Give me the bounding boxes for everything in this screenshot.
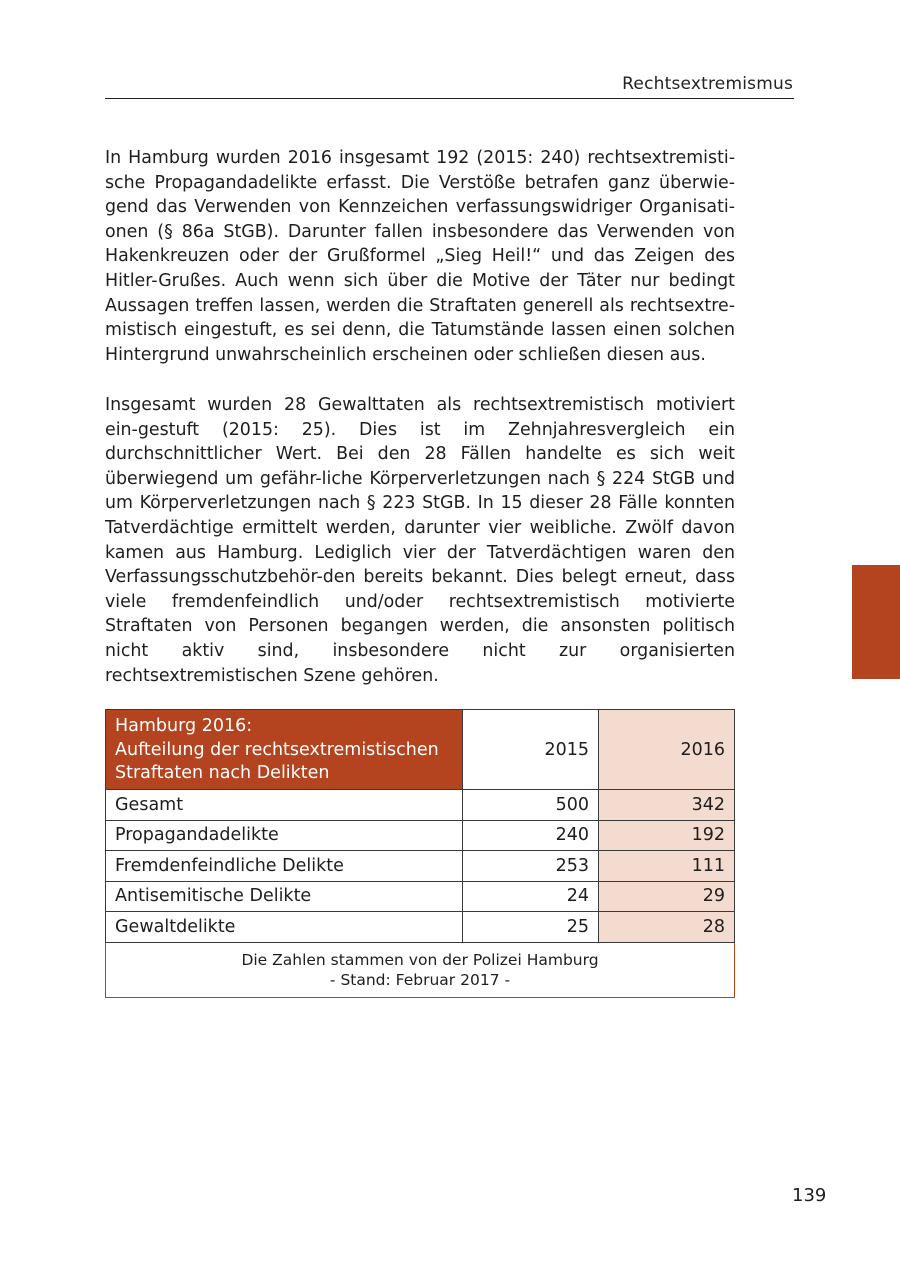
table-row	[106, 912, 735, 943]
value-2016: 342	[599, 790, 735, 821]
chapter-thumb-tab	[852, 565, 900, 679]
row-label: Fremdenfeindliche Delikte	[106, 851, 463, 882]
row-label: Antisemitische Delikte	[106, 881, 463, 912]
table-caption-cell	[106, 710, 463, 790]
value-2015: 25	[463, 912, 599, 943]
source-note-line: - Stand: Februar 2017 -	[329, 970, 511, 989]
table-row	[106, 820, 735, 851]
table-source-note	[106, 942, 735, 997]
column-header-2015: 2015	[463, 710, 599, 790]
row-label: Propagandadelikte	[106, 820, 463, 851]
paragraph-violence: Insgesamt wurden 28 Gewalttaten als rechtsextremistisch motiviert ein-gestuft (2015: 25). Dies ist im Zehnjahresvergleich ein durchschnittlicher Wert. Bei den 28 Fällen handelte es sich weit überwiegend um gefähr-liche Körperverletzungen nach § 224 StGB und um Körperverletzungen nach § 223 StGB. In 15 dieser 28 Fälle konnten Tatverdächtige ermittelt werden, darunter vier weibliche. Zwölf davon kamen aus Hamburg. Lediglich vier der Tatverdächtigen waren den Verfassungsschutzbehör-den bereits bekannt. Dies belegt erneut, dass viele fremdenfeindlich und/oder rechtsextremistisch motivierte Straftaten von Personen begangen werden, die ansonsten politisch nicht aktiv sind, insbesondere nicht zur organisierten rechtsextremistischen Szene gehören.	[105, 395, 735, 686]
value-2015: 24	[463, 881, 599, 912]
source-note-line: Die Zahlen stammen von der Polizei Hamburg	[241, 950, 599, 969]
table-row	[106, 790, 735, 821]
value-2015: 500	[463, 790, 599, 821]
table-caption-line: Hamburg 2016:	[115, 716, 253, 737]
value-2016: 29	[599, 881, 735, 912]
column-header-2016: 2016	[599, 710, 735, 790]
value-2015: 253	[463, 851, 599, 882]
table-row	[106, 851, 735, 882]
table-row	[106, 881, 735, 912]
header-rule	[105, 98, 794, 99]
running-head-title: Rechtsextremismus	[622, 74, 793, 94]
value-2016: 111	[599, 851, 735, 882]
value-2016: 28	[599, 912, 735, 943]
page-number: 139	[792, 1185, 827, 1206]
table-caption-line: Straftaten nach Delikten	[115, 763, 330, 784]
value-2016: 192	[599, 820, 735, 851]
table-header-row	[106, 710, 735, 790]
offense-statistics-table	[105, 709, 735, 998]
table-caption-line: Aufteilung der rechtsextremistischen	[115, 739, 439, 760]
row-label: Gewaltdelikte	[106, 912, 463, 943]
table-source-row	[106, 942, 735, 997]
value-2015: 240	[463, 820, 599, 851]
row-label: Gesamt	[106, 790, 463, 821]
paragraph-propaganda: In Hamburg wurden 2016 insgesamt 192 (2015: 240) rechtsextremisti-sche Propagandadelikte erfasst. Die Verstöße betrafen ganz überwie-gend das Verwenden von Kennzeichen verfassungswidriger Organisati-onen (§ 86a StGB). Darunter fallen insbesondere das Verwenden von Hakenkreuzen oder der Grußformel „Sieg Heil!“ und das Zeigen des Hitler-Grußes. Auch wenn sich über die Motive der Täter nur bedingt Aussagen treffen lassen, werden die Straftaten generell als rechtsextre-mistisch eingestuft, es sei denn, die Tatumstände lassen einen solchen Hintergrund unwahrscheinlich erscheinen oder schließen diesen aus.	[105, 148, 735, 365]
